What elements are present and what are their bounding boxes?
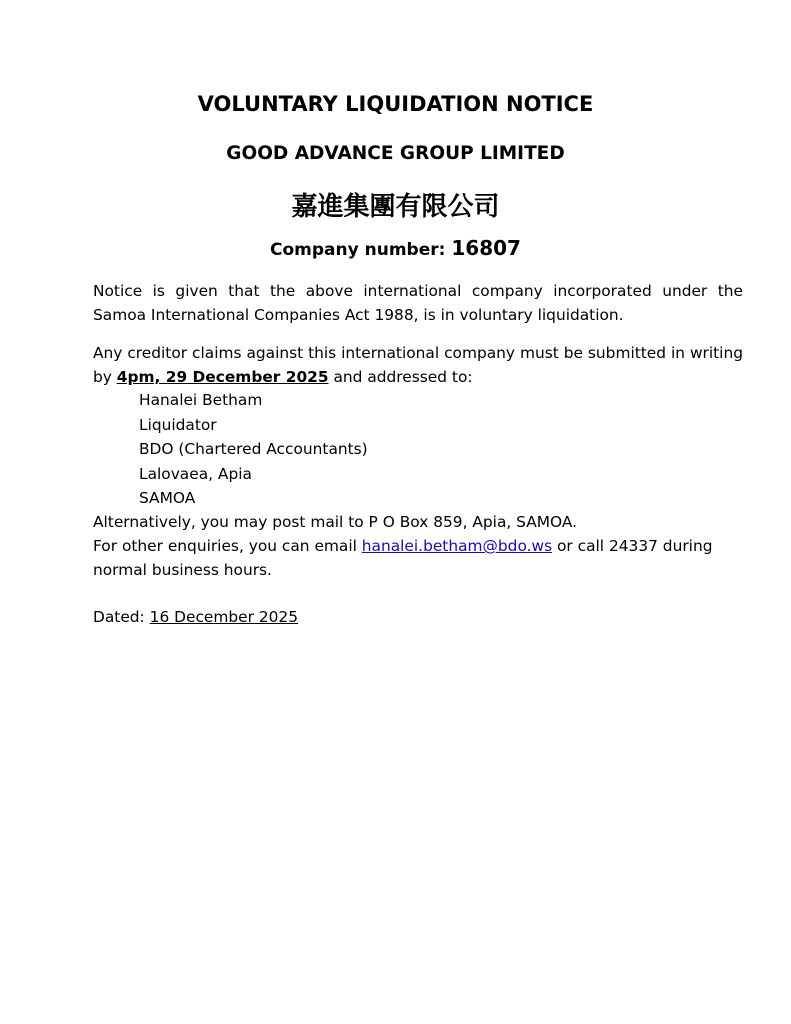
claims-text-suffix: and addressed to: <box>328 368 473 386</box>
company-number-line <box>0 236 791 260</box>
company-number-label: Company number <box>270 240 439 260</box>
creditor-claims-paragraph <box>93 341 743 389</box>
notice-paragraph: Notice is given that the above international company incorporated under the Samoa International Companies Act 1988, is in voluntary liquidation. <box>93 282 743 324</box>
address-firm: BDO (Chartered Accountants) <box>139 440 368 458</box>
enquiries-text-prefix: For other enquiries, you can email <box>93 537 362 555</box>
dated-line <box>93 605 743 629</box>
company-number-colon: : <box>438 240 446 260</box>
claims-deadline: 4pm, 29 December 2025 <box>116 368 329 386</box>
address-country: SAMOA <box>139 489 196 507</box>
contact-paragraph <box>93 510 743 582</box>
alternative-post-text: Alternatively, you may post mail to P O Box 859, Apia, SAMOA. <box>93 513 578 531</box>
company-number-value: 16807 <box>451 236 521 260</box>
dated-label: Dated: <box>93 608 145 626</box>
address-location: Lalovaea, Apia <box>139 464 252 483</box>
dated-value: 16 December 2025 <box>149 608 299 626</box>
notice-title: VOLUNTARY LIQUIDATION NOTICE <box>197 92 594 116</box>
enquiries-text-suffix: or call 24337 during normal business hours. <box>93 537 713 579</box>
email-link[interactable]: hanalei.betham@bdo.ws <box>361 537 553 555</box>
claims-text-prefix: Any creditor claims against this international company must be submitted in writing by <box>93 344 743 386</box>
address-name: Hanalei Betham <box>139 391 263 409</box>
company-name: GOOD ADVANCE GROUP LIMITED <box>226 143 565 164</box>
company-name-chinese: 嘉進集團有限公司 <box>291 192 500 222</box>
address-role: Liquidator <box>139 415 217 434</box>
address-block <box>139 388 368 511</box>
